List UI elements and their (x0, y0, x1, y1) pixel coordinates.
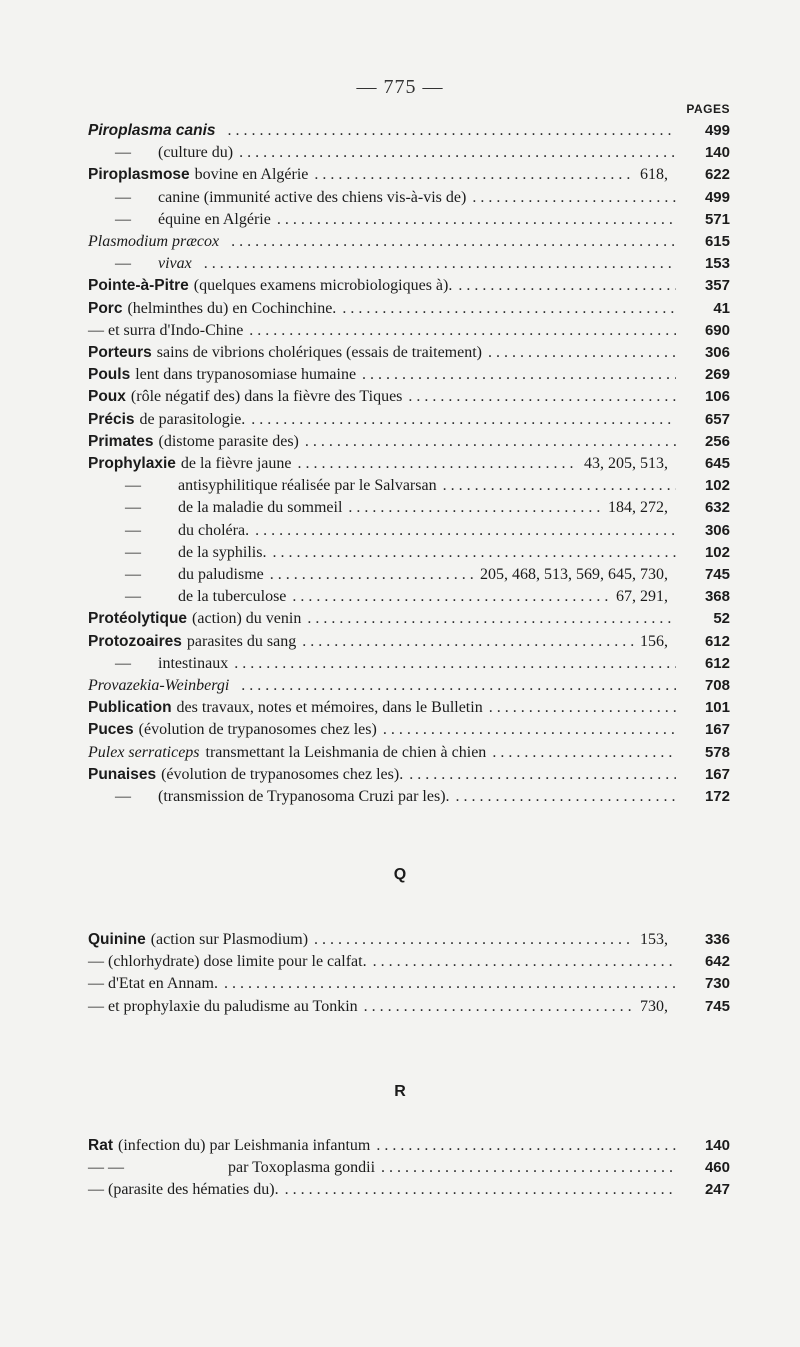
entry-page-number: 578 (704, 743, 730, 761)
entry-page-number: 306 (704, 521, 730, 539)
entry-page-number: 745 (704, 997, 730, 1015)
repeat-dash: — (115, 210, 131, 228)
repeat-dash: — (88, 321, 104, 339)
entry-page-refs: 730, (640, 997, 668, 1015)
index-entry (88, 320, 730, 342)
dot-leader (224, 973, 676, 995)
entry-page-number: 247 (704, 1181, 730, 1199)
index-entry (88, 1179, 730, 1201)
dot-leader (285, 1179, 676, 1201)
index-entry (88, 187, 730, 209)
entry-page-number: 102 (704, 543, 730, 561)
entry-italic-term: vivax (158, 255, 192, 273)
dot-leader (409, 764, 676, 786)
entry-page-number: 167 (704, 721, 730, 739)
entry-text: équine en Algérie (158, 210, 271, 228)
entry-page-number: 336 (704, 931, 730, 948)
entry-heading: Primates (88, 432, 154, 450)
dot-leader (383, 719, 676, 741)
dot-leader (307, 608, 676, 630)
index-entry (88, 1157, 730, 1179)
entry-page-number: 172 (704, 788, 730, 805)
dot-leader (314, 929, 634, 951)
repeat-dash: — (125, 499, 141, 517)
entry-page-refs: 153, (640, 931, 668, 948)
entry-text: sains de vibrions cholériques (essais de traitement) (156, 344, 482, 361)
entry-text: des travaux, notes et mémoires, dans le Bulletin (176, 699, 483, 717)
entry-text: du paludisme (178, 566, 264, 583)
entry-text: parasites du sang (186, 632, 297, 650)
index-entry (88, 431, 730, 453)
dot-leader (292, 586, 610, 608)
repeat-dash: — (125, 521, 141, 539)
entry-page-refs: 43, 205, 513, (584, 455, 668, 472)
entry-page-number: 52 (713, 610, 730, 628)
dot-leader (364, 996, 634, 1018)
entry-page-refs: 618, (640, 166, 668, 184)
entry-text: (action sur Plasmodium) (150, 931, 309, 948)
repeat-dash: — (115, 188, 131, 206)
entry-heading: Quinine (88, 931, 146, 948)
entry-italic-term: Pulex serraticeps (88, 743, 200, 761)
entry-heading: Pointe-à-Pitre (88, 277, 189, 295)
entry-heading: Protéolytique (88, 610, 188, 628)
dot-leader (314, 164, 634, 186)
section-letter-q: Q (393, 866, 407, 883)
index-entry (88, 742, 730, 764)
entry-heading: Punaises (88, 765, 157, 783)
index-entry (88, 631, 730, 653)
repeat-dash: — (88, 1181, 104, 1199)
index-entry (88, 275, 730, 297)
entry-page-number: 571 (704, 210, 730, 228)
entry-page-refs: 156, (640, 632, 668, 650)
dot-leader (255, 520, 676, 542)
repeat-dash: — (115, 144, 131, 162)
entry-page-number: 645 (704, 455, 730, 472)
entry-page-number: 106 (704, 388, 730, 406)
dot-leader (458, 275, 676, 297)
index-entry (88, 453, 730, 475)
entry-page-number: 153 (704, 255, 730, 273)
repeat-dash: — (125, 543, 141, 561)
entry-text: (évolution de trypanosomes chez les) (138, 721, 377, 739)
entry-italic-term: Piroplasma canis (88, 122, 216, 139)
dot-leader (489, 697, 676, 719)
dot-leader (249, 320, 676, 342)
dot-leader (228, 120, 676, 142)
index-entry (88, 586, 730, 608)
entry-text: (transmission de Trypanosoma Cruzi par les). (158, 788, 450, 805)
entry-page-refs: 67, 291, (616, 588, 668, 606)
entry-page-number: 306 (704, 344, 730, 361)
entry-page-number: 690 (704, 321, 730, 339)
entry-text: (culture du) (158, 144, 234, 162)
entry-page-number: 612 (704, 632, 730, 650)
entry-text: (chlorhydrate) dose limite pour le calfat. (108, 953, 367, 971)
index-entry (88, 608, 730, 630)
dot-leader (204, 253, 676, 275)
index-entry (88, 475, 730, 497)
repeat-dash: — (88, 997, 104, 1015)
dot-leader (376, 1135, 676, 1157)
entry-heading: Précis (88, 410, 135, 428)
index-entry (88, 364, 730, 386)
index-entry (88, 409, 730, 431)
entry-page-number: 101 (704, 699, 730, 717)
entry-heading: Poux (88, 388, 126, 406)
index-entry (88, 697, 730, 719)
entry-text: lent dans trypanosomiase humaine (135, 366, 357, 384)
dot-leader (305, 431, 676, 453)
dot-leader (492, 742, 676, 764)
dot-leader (302, 631, 634, 653)
entry-text: du choléra. (178, 521, 250, 539)
index-entry (88, 973, 730, 995)
entry-page-number: 499 (704, 188, 730, 206)
dot-leader (472, 187, 676, 209)
index-entry (88, 142, 730, 164)
entry-page-number: 632 (704, 499, 730, 517)
index-entry (88, 564, 730, 586)
index-entry (88, 719, 730, 741)
entry-page-number: 657 (704, 410, 730, 428)
entry-page-number: 460 (704, 1159, 730, 1177)
entry-text: de parasitologie. (139, 410, 246, 428)
entry-page-refs: 205, 468, 513, 569, 645, 730, (480, 566, 668, 583)
dot-leader (456, 786, 676, 808)
dot-leader (231, 231, 676, 253)
dot-leader (362, 364, 676, 386)
pages-column-label: PAGES (686, 102, 730, 116)
entry-text: (quelques examens microbiologiques à). (193, 277, 453, 295)
index-entry (88, 996, 730, 1018)
repeat-dash: — (88, 953, 104, 971)
index-entry (88, 120, 730, 142)
entry-page-number: 642 (704, 953, 730, 971)
index-entry (88, 386, 730, 408)
dot-leader (443, 475, 676, 497)
index-entry (88, 209, 730, 231)
entry-page-number: 102 (704, 477, 730, 495)
dot-leader (270, 564, 474, 586)
entry-text: transmettant la Leishmania de chien à chien (205, 743, 487, 761)
index-entry (88, 497, 730, 519)
repeat-dash: — (88, 975, 104, 993)
entry-text: intestinaux (158, 654, 229, 672)
entry-page-refs: 184, 272, (608, 499, 668, 517)
entry-page-number: 708 (704, 677, 730, 694)
repeat-dash: — (115, 788, 131, 805)
entry-page-number: 41 (713, 299, 730, 317)
dot-leader (381, 1157, 676, 1179)
repeat-dash: — (115, 255, 131, 273)
entry-text: de la fièvre jaune (180, 455, 292, 472)
dot-leader (251, 409, 676, 431)
entry-page-number: 140 (704, 1137, 730, 1154)
index-entry (88, 164, 730, 186)
entry-heading: Puces (88, 721, 134, 739)
dot-leader (488, 342, 676, 364)
page-number: — 775 — (356, 76, 444, 98)
entry-text: d'Etat en Annam. (108, 975, 218, 993)
repeat-dash: — (125, 566, 141, 583)
dot-leader (408, 386, 676, 408)
dot-leader (277, 209, 676, 231)
entry-page-number: 167 (704, 765, 730, 783)
entry-heading: Porc (88, 299, 123, 317)
entry-heading: Rat (88, 1137, 113, 1154)
repeat-dash: — — (88, 1159, 124, 1177)
index-entry (88, 764, 730, 786)
section-letter-r: R (394, 1083, 406, 1100)
entry-page-number: 269 (704, 366, 730, 384)
entry-heading: Protozoaires (88, 632, 182, 650)
dot-leader (373, 951, 676, 973)
dot-leader (297, 453, 578, 475)
entry-text: (parasite des hématies du). (108, 1181, 279, 1199)
entry-text: canine (immunité active des chiens vis-à-vis de) (158, 188, 467, 206)
entry-page-number: 612 (704, 654, 730, 672)
dot-leader (234, 653, 676, 675)
entry-text: (action) du venin (192, 610, 302, 628)
entry-page-number: 730 (704, 975, 730, 993)
entry-text: (distome parasite des) (158, 432, 299, 450)
entry-heading: Prophylaxie (88, 455, 176, 472)
entry-page-number: 615 (704, 233, 730, 250)
entry-text: par Toxoplasma gondii (228, 1159, 376, 1177)
index-entry (88, 298, 730, 320)
entry-page-number: 745 (704, 566, 730, 583)
entry-page-number: 256 (704, 432, 730, 450)
entry-heading: Porteurs (88, 344, 152, 361)
entry-text: de la maladie du sommeil (178, 499, 343, 517)
entry-heading: Pouls (88, 366, 131, 384)
repeat-dash: — (115, 654, 131, 672)
dot-leader (348, 497, 602, 519)
index-entry (88, 675, 730, 697)
entry-text: et surra d'Indo-Chine (108, 321, 244, 339)
entry-page-number: 357 (704, 277, 730, 295)
entry-text: (rôle négatif des) dans la fièvre des Tiques (130, 388, 403, 406)
index-entry (88, 253, 730, 275)
entry-page-number: 368 (704, 588, 730, 606)
entry-text: (infection du) par Leishmania infantum (117, 1137, 371, 1154)
entry-text: et prophylaxie du paludisme au Tonkin (108, 997, 358, 1015)
entry-text: de la tuberculose (178, 588, 287, 606)
index-entry (88, 653, 730, 675)
index-entry (88, 951, 730, 973)
entry-page-number: 622 (704, 166, 730, 184)
index-entry (88, 542, 730, 564)
entry-text: antisyphilitique réalisée par le Salvarsan (178, 477, 437, 495)
entry-text: (évolution de trypanosomes chez les). (161, 765, 404, 783)
entry-heading: Piroplasmose (88, 166, 190, 184)
dot-leader (241, 675, 676, 697)
entry-text: (helminthes du) en Cochinchine. (127, 299, 337, 317)
repeat-dash: — (125, 588, 141, 606)
entry-text: de la syphilis. (178, 543, 267, 561)
repeat-dash: — (125, 477, 141, 495)
dot-leader (239, 142, 676, 164)
dot-leader (342, 298, 676, 320)
index-entry (88, 342, 730, 364)
index-entry (88, 520, 730, 542)
index-entry (88, 231, 730, 253)
index-entry (88, 786, 730, 808)
entry-heading: Publication (88, 699, 172, 717)
dot-leader (272, 542, 676, 564)
index-entry (88, 1135, 730, 1157)
entry-italic-term: Provazekia-Weinbergi (88, 677, 230, 694)
entry-text: bovine en Algérie (194, 166, 309, 184)
entry-page-number: 499 (704, 122, 730, 139)
entry-page-number: 140 (704, 144, 730, 162)
index-entry (88, 929, 730, 951)
entry-italic-term: Plasmodium præcox (88, 233, 220, 250)
